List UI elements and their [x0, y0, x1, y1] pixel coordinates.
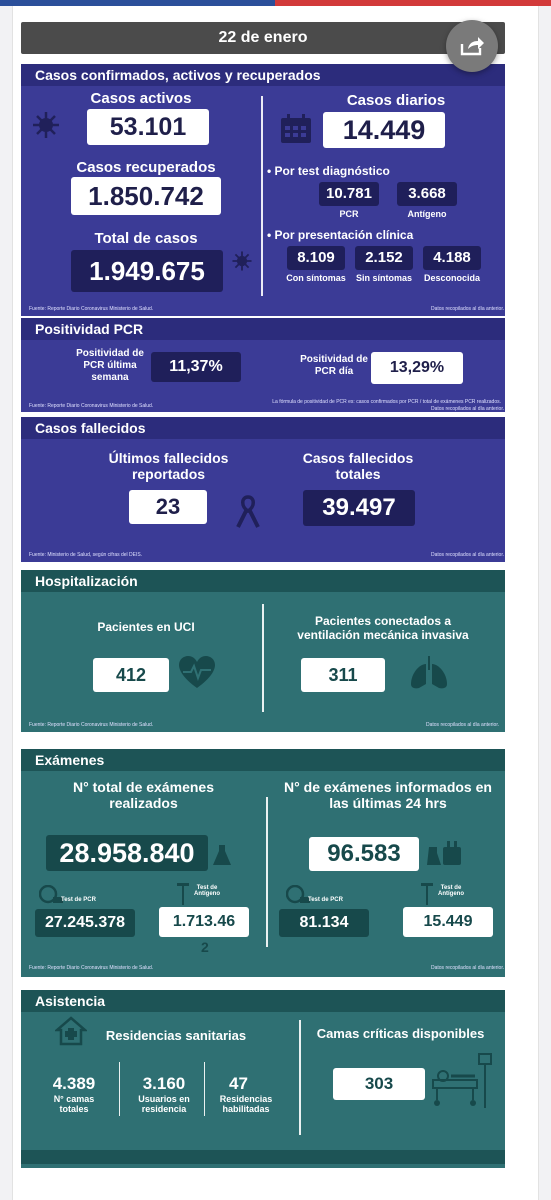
active-cases-value: 53.101	[87, 109, 209, 145]
critical-beds-label: Camas críticas disponibles	[316, 1026, 485, 1041]
pcr-test-label-2: Test de PCR	[308, 897, 343, 903]
exams-panel	[21, 749, 505, 977]
divider	[262, 604, 264, 712]
divider	[204, 1062, 205, 1116]
formula-note: La fórmula de positividad de PCR es: casos confirmados por PCR / total de exámenes PCR realizados.	[272, 399, 501, 405]
ventilation-label: Pacientes conectados a ventilación mecánica invasiva	[297, 614, 469, 642]
panel-title: Casos confirmados, activos y recuperados	[21, 64, 505, 86]
beds-label: N° camas totales	[53, 1094, 95, 1114]
house-medical-icon	[55, 1016, 87, 1051]
divider	[266, 797, 268, 947]
panel-title: Asistencia	[21, 990, 505, 1012]
asymptomatic-value: 2.152	[355, 246, 413, 270]
total-pcr-value: 27.245.378	[35, 909, 135, 937]
divider	[299, 1020, 301, 1135]
daily-pcr-value: 81.134	[279, 909, 369, 937]
recent-deaths-value: 23	[129, 490, 207, 524]
date-title: 22 de enero	[21, 22, 505, 54]
panel-title: Exámenes	[21, 749, 505, 771]
source-note: Fuente: Reporte Diario Coronavirus Ministerio de Salud.	[29, 403, 154, 409]
data-note: Datos recopilados al día anterior.	[431, 965, 505, 971]
total-exams-value: 28.958.840	[46, 835, 208, 871]
heart-icon	[179, 656, 215, 695]
bottom-band	[21, 1150, 505, 1164]
divider	[119, 1062, 120, 1116]
total-cases-label: Total de casos	[94, 230, 198, 247]
total-antigen-overflow: 2	[201, 939, 209, 955]
data-note: Datos recopilados al día anterior.	[431, 306, 505, 312]
panel-title: Hospitalización	[21, 570, 505, 592]
share-icon	[460, 36, 484, 56]
weekly-positivity-value: 11,37%	[151, 352, 241, 382]
antigen-test-label: Test de Antígeno	[194, 885, 220, 897]
positivity-panel	[21, 318, 505, 412]
daily-positivity-label: Positividad de PCR día	[300, 354, 368, 377]
exams-24h-value: 96.583	[309, 837, 419, 871]
active-cases-label: Casos activos	[90, 90, 192, 107]
divider	[261, 96, 263, 296]
critical-beds-value: 303	[333, 1068, 425, 1100]
data-note: Datos recopilados al día anterior.	[431, 552, 505, 558]
ribbon-icon	[235, 495, 261, 534]
source-note: Fuente: Reporte Diario Coronavirus Ministerio de Salud.	[29, 965, 154, 971]
ventilation-value: 311	[301, 658, 385, 692]
asymptomatic-label: Sin síntomas	[355, 273, 412, 283]
total-deaths-value: 39.497	[303, 490, 415, 526]
assistance-panel	[21, 990, 505, 1168]
icu-label: Pacientes en UCI	[97, 620, 195, 634]
recent-deaths-label: Últimos fallecidos reportados	[108, 450, 229, 482]
confirmed-cases-panel	[21, 64, 505, 316]
antigen-label: Antígeno	[407, 209, 447, 219]
data-note: Datos recopilados al día anterior.	[426, 722, 500, 728]
swab-icon	[177, 883, 189, 910]
symptomatic-value: 8.109	[287, 246, 345, 270]
calendar-icon	[280, 114, 312, 149]
total-cases-value: 1.949.675	[71, 250, 223, 292]
panel-title: Casos fallecidos	[21, 417, 505, 439]
exams-24h-label: N° de exámenes informados en las últimas 24 hrs	[284, 779, 492, 811]
residences-count-label: Residencias habilitadas	[219, 1094, 273, 1114]
residences-value: 47	[229, 1074, 248, 1093]
daily-positivity-value: 13,29%	[371, 352, 463, 384]
users-label: Usuarios en residencia	[138, 1094, 190, 1114]
lab-icon	[427, 841, 463, 870]
total-exams-label: N° total de exámenes realizados	[73, 779, 214, 811]
users-value: 3.160	[142, 1074, 186, 1093]
lungs-icon	[409, 656, 449, 695]
pcr-label: PCR	[339, 209, 359, 219]
source-note: Fuente: Reporte Diario Coronavirus Ministerio de Salud.	[29, 722, 154, 728]
daily-antigen-value: 15.449	[403, 907, 493, 937]
data-note: Datos recopilados al día anterior.	[431, 406, 505, 412]
residences-label: Residencias sanitarias	[105, 1028, 247, 1043]
pcr-test-label: Test de PCR	[61, 897, 96, 903]
source-note: Fuente: Ministerio de Salud, según cifras del DEIS.	[29, 552, 143, 558]
by-test-label: • Por test diagnóstico	[267, 164, 390, 178]
flask-icon	[213, 845, 231, 870]
recovered-label: Casos recuperados	[76, 159, 216, 176]
pcr-test-icon	[39, 885, 63, 910]
total-antigen-value: 1.713.46	[159, 907, 249, 937]
weekly-positivity-label: Positividad de PCR última semana	[76, 348, 144, 383]
antigen-test-label-2: Test de Antígeno	[438, 885, 464, 897]
unknown-label: Desconocida	[423, 273, 481, 283]
virus-icon-small	[231, 250, 253, 277]
unknown-value: 4.188	[423, 246, 481, 270]
icu-value: 412	[93, 658, 169, 692]
share-button[interactable]	[446, 20, 498, 72]
daily-cases-label: Casos diarios	[346, 92, 446, 109]
hospital-bed-icon	[431, 1052, 495, 1115]
antigen-value: 3.668	[397, 182, 457, 206]
symptomatic-label: Con síntomas	[286, 273, 346, 283]
hospitalization-panel	[21, 570, 505, 732]
pcr-test-icon-2	[286, 885, 310, 910]
recovered-value: 1.850.742	[71, 177, 221, 215]
virus-icon	[31, 110, 61, 145]
total-deaths-label: Casos fallecidos totales	[302, 450, 414, 482]
beds-value: 4.389	[52, 1074, 96, 1093]
deaths-panel	[21, 417, 505, 562]
by-clinical-label: • Por presentación clínica	[267, 228, 414, 242]
source-note: Fuente: Reporte Diario Coronavirus Ministerio de Salud.	[29, 306, 154, 312]
swab-icon-2	[421, 883, 433, 910]
pcr-value: 10.781	[319, 182, 379, 206]
daily-cases-value: 14.449	[323, 112, 445, 148]
panel-title: Positividad PCR	[21, 318, 505, 340]
